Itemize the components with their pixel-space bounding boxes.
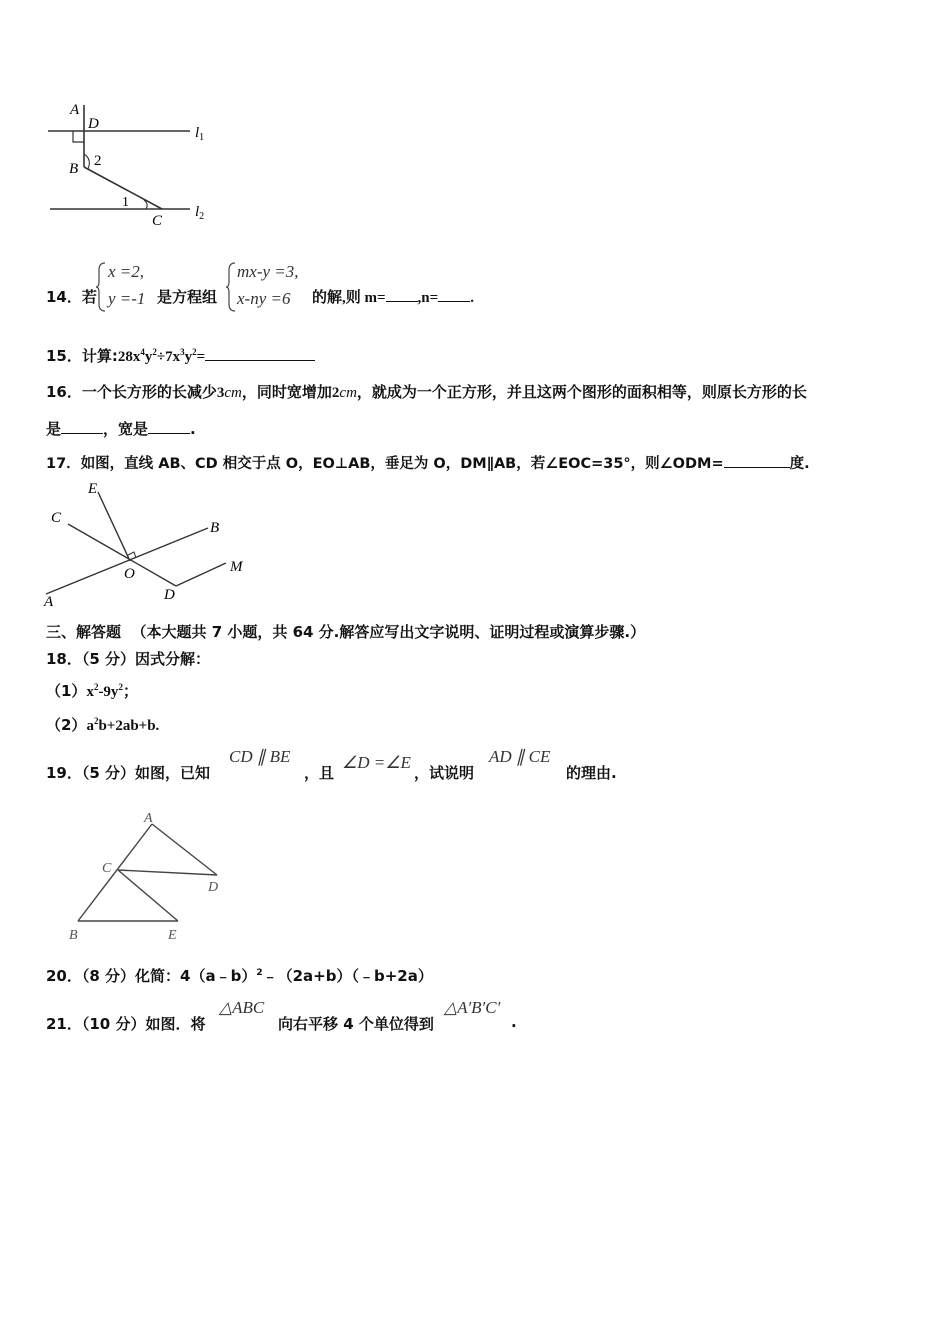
q14-system-2-line-2: x-ny =6: [237, 289, 291, 308]
label-C: C: [51, 510, 62, 526]
q19-text-c: ，试说明: [414, 764, 475, 782]
question-14: [46, 286, 97, 307]
q16-blank-length: [61, 419, 103, 434]
figure-q13: [40, 95, 220, 230]
q16-blank-width: [148, 419, 190, 434]
q15-text-a: 计算:: [81, 347, 118, 365]
q14-answer: [312, 286, 474, 307]
question-16-line-1: 16．一个长方形的长减少3cm，同时宽增加2cm，就成为一个正方形，并且这两个图形的面积相等，则原长方形的长: [46, 383, 807, 401]
question-18: 18．（5 分）因式分解：: [46, 650, 211, 668]
q14-text-d: ,n=: [417, 290, 439, 306]
label-E: E: [88, 481, 98, 497]
q14-blank-n: [438, 287, 470, 302]
q14-blank-m: [386, 287, 418, 302]
label-D: D: [164, 587, 175, 603]
q14-text-c: 的解,则 m=: [312, 290, 386, 306]
q14-brace-1: [96, 262, 106, 312]
section-3-title: 三、解答题: [46, 623, 122, 641]
q14-system-1-line-2: y =-1: [108, 289, 146, 308]
label-angle-2: 2: [94, 153, 102, 169]
segment-ab: [78, 824, 152, 921]
question-19: 19．（5 分）如图，已知: [46, 764, 211, 782]
label-B: B: [210, 520, 220, 536]
q18-part-1: $(1)x^2-9y^2$；: [46, 682, 138, 700]
label-l1: $l_1$: [195, 125, 205, 143]
q14-text-a: 若: [81, 288, 97, 306]
section-3-header: [46, 621, 645, 642]
label-D: D: [88, 116, 99, 132]
label-D: D: [208, 880, 219, 895]
figure-q17: [40, 478, 260, 610]
segment-ad: [152, 824, 217, 875]
label-C: C: [102, 861, 112, 876]
label-A: A: [144, 811, 153, 826]
segment-cd: [118, 870, 217, 875]
q17-number: 17．: [46, 456, 81, 472]
q17-blank: [724, 453, 790, 468]
q15-number: 15．: [46, 347, 82, 365]
q14-system-2-line-1: mx-y =3,: [237, 262, 299, 281]
q14-brace-2: [226, 262, 236, 312]
figure-q19: [60, 808, 230, 943]
question-21: 21．（10 分）如图．将: [46, 1015, 206, 1033]
q14-text-e: .: [470, 290, 474, 306]
q19-math-ad-parallel-ce: AD ∥ CE: [489, 747, 551, 766]
label-B: B: [69, 928, 78, 943]
q19-text-d: 的理由.: [566, 764, 617, 782]
q16-number: 16．: [46, 383, 82, 401]
label-C: C: [152, 213, 163, 229]
question-20: 20．（8 分）化简：4（a﹣b）$^2$﹣（2a+b）（﹣b+2a）: [46, 967, 433, 985]
label-A: A: [44, 594, 54, 610]
q14-text-b: 是方程组: [157, 288, 218, 306]
right-angle-mark: [73, 131, 84, 142]
label-M: M: [230, 559, 243, 575]
section-3-note: （本大题共 7 小题，共 64 分.解答应写出文字说明、证明过程或演算步骤.）: [131, 623, 646, 641]
q15-blank: [205, 346, 315, 361]
question-17: 17．如图，直线 AB、CD 相交于点 O，EO⊥AB，垂足为 O，DM∥AB，若∠EOC=35°，则∠ODM= 度.: [46, 452, 810, 473]
q14-number: 14．: [46, 288, 82, 306]
question-16-line-2: 是 ，宽是 .: [46, 420, 196, 438]
line-ab: [46, 528, 208, 594]
line-cd: [68, 524, 176, 586]
q21-math-triangle-abc-prime: △A′B′C′: [444, 998, 501, 1017]
q19-math-angle-d-equals-e: ∠D =∠E: [342, 753, 411, 772]
q21-math-triangle-abc: △ABC: [219, 998, 265, 1017]
label-A: A: [70, 102, 80, 118]
label-l2: $l_2$: [195, 204, 205, 222]
label-B: B: [69, 161, 79, 177]
label-angle-1: 1: [122, 195, 129, 210]
question-15: [46, 345, 315, 366]
label-O: O: [124, 566, 135, 582]
q19-text-b: ，且: [304, 764, 335, 782]
ray-dm: [176, 563, 226, 586]
q15-expression: $28x^4y^2\div 7x^3y^2=$: [117, 347, 206, 365]
segment-ce: [118, 870, 178, 921]
q21-text-b: 向右平移 4 个单位得到: [278, 1015, 434, 1033]
q14-system-1-line-1: x =2,: [108, 262, 145, 281]
label-E: E: [168, 928, 177, 943]
q18-part-2: $(2)a^2b+2ab+b$.: [46, 716, 160, 734]
q19-math-cd-parallel-be: CD ∥ BE: [229, 747, 291, 766]
q21-text-c: .: [511, 1013, 517, 1031]
